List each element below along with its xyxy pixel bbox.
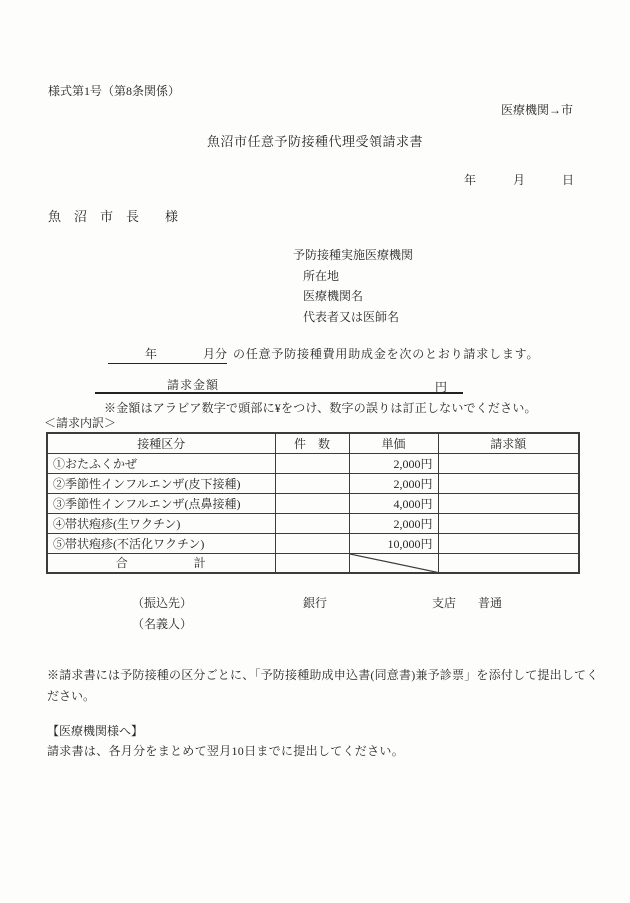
cell-count (275, 533, 349, 553)
breakdown-table (46, 432, 580, 574)
month-label: 月分 (203, 347, 228, 361)
table-row (47, 473, 579, 493)
cell-amount (438, 513, 579, 533)
table-row (47, 453, 579, 473)
cell-amount (438, 473, 579, 493)
to-medical-institutions-heading: 【医療機関様へ】 (47, 724, 144, 738)
table-row (47, 533, 579, 553)
cell-count (275, 473, 349, 493)
table-row (47, 513, 579, 533)
header-amount: 請求額 (438, 433, 579, 453)
amount-unit-label: 円 (434, 380, 447, 394)
bank-transfer-label: （振込先） (132, 596, 193, 610)
form-number: 様式第1号（第8条関係） (48, 84, 181, 98)
date-day-label: 日 (561, 173, 574, 187)
table-total-row (47, 553, 579, 573)
amount-label: 請求金額 (167, 378, 220, 392)
branch-label: 支店 (432, 596, 457, 610)
cell-category: ③季節性インフルエンザ(点鼻接種) (47, 493, 275, 513)
breakdown-heading: ＜請求内訳＞ (44, 416, 117, 430)
cell-unit-price: 4,000円 (349, 493, 438, 513)
deadline-note: 請求書は、各月分をまとめて翌月10日までに提出してください。 (47, 744, 405, 758)
cell-category: ①おたふくかぜ (47, 453, 275, 473)
applicant-field-representative: 代表者又は医師名 (303, 309, 400, 324)
cell-unit-price: 2,000円 (349, 513, 438, 533)
applicant-heading: 予防接種実施医療機関 (293, 248, 414, 262)
cell-category: ②季節性インフルエンザ(皮下接種) (47, 473, 275, 493)
account-type-label: 普通 (478, 596, 503, 610)
attachment-note-line2: ださい。 (47, 689, 96, 703)
total-amount-cell (438, 553, 579, 573)
cell-unit-price: 2,000円 (349, 453, 438, 473)
diagonal-strike-cell (349, 553, 438, 573)
applicant-field-address: 所在地 (303, 268, 340, 283)
cell-amount (438, 533, 579, 553)
account-holder-label: （名義人） (132, 617, 193, 631)
routing-note: 医療機関→市 (501, 103, 574, 117)
table-header-row (47, 433, 579, 453)
cell-category: ⑤帯状疱疹(不活化ワクチン) (47, 533, 275, 553)
request-period-blank (108, 345, 227, 364)
bank-label: 銀行 (303, 596, 328, 610)
cell-unit-price: 10,000円 (349, 533, 438, 553)
total-label: 合 計 (47, 553, 275, 573)
applicant-block (293, 245, 413, 327)
request-line-text: の任意予防接種費用助成金を次のとおり請求します。 (233, 347, 540, 361)
cell-count (275, 453, 349, 473)
cell-amount (438, 453, 579, 473)
applicant-field-institution: 医療機関名 (303, 289, 364, 303)
request-line (108, 345, 539, 364)
header-category: 接種区分 (47, 433, 275, 453)
date-year-label: 年 (464, 173, 477, 187)
table-row (47, 493, 579, 513)
cell-amount (438, 493, 579, 513)
cell-count (275, 493, 349, 513)
attachment-note-line1: ※請求書には予防接種の区分ごとに、「予防接種助成申込書(同意書)兼予診票」を添付して提出してく (47, 668, 599, 682)
amount-line (95, 374, 463, 394)
header-count: 件 数 (275, 433, 349, 453)
year-label: 年 (145, 347, 158, 361)
date-month-label: 月 (512, 173, 525, 187)
date-line (464, 171, 574, 188)
header-unit-price: 単価 (349, 433, 438, 453)
total-count-cell (275, 553, 349, 573)
cell-unit-price: 2,000円 (349, 473, 438, 493)
diagonal-strike-line (350, 554, 438, 573)
cell-category: ④帯状疱疹(生ワクチン) (47, 513, 275, 533)
page-title: 魚沼市任意予防接種代理受領請求書 (206, 134, 423, 149)
cell-count (275, 513, 349, 533)
amount-note: ※金額はアラビア数字で頭部に¥をつけ、数字の誤りは訂正しないでください。 (104, 401, 537, 415)
addressee: 魚 沼 市 長 様 (48, 209, 179, 224)
